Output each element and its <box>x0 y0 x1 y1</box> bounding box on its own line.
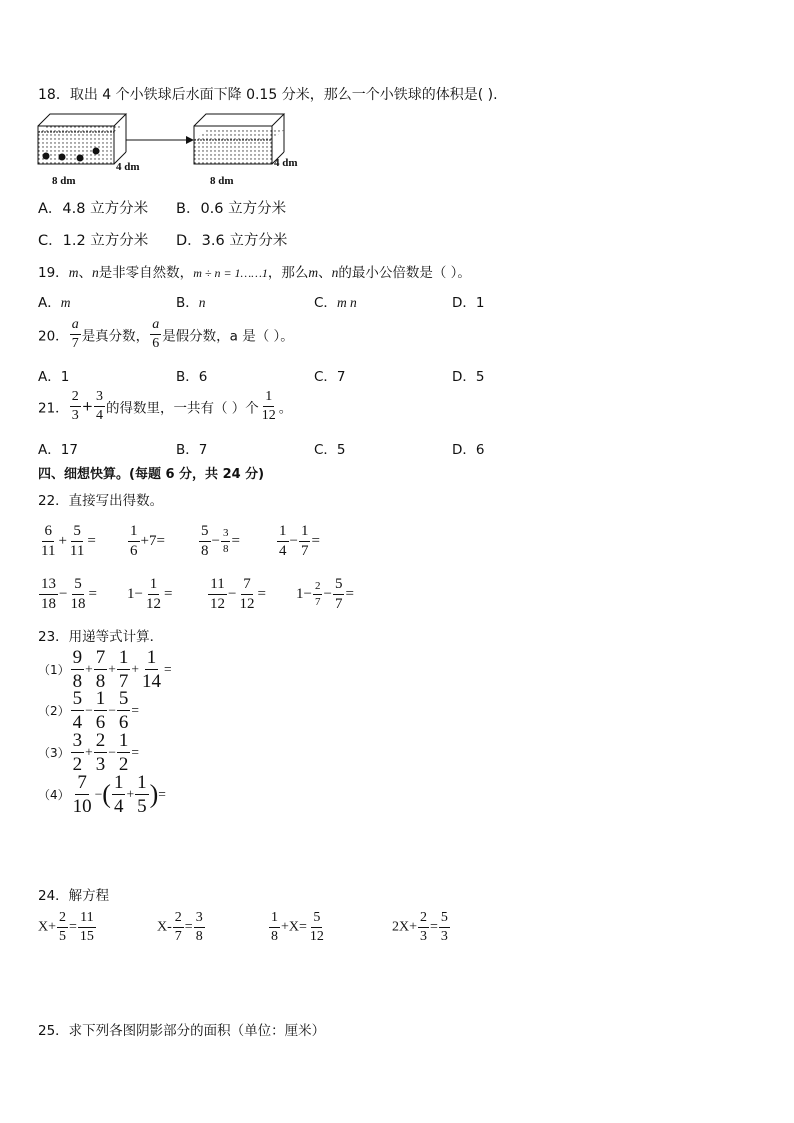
q22-r2-e3: $\frac{11}{12}$ − $\frac{7}{12}$ = <box>210 576 266 612</box>
q24-e1: X+ $\frac{2}{5}$ = $\frac{11}{15}$ <box>38 910 94 944</box>
q18-option-b[interactable]: B．0.6 立方分米 <box>176 201 287 217</box>
container-before <box>38 114 126 164</box>
q24-e2: X- $\frac{2}{7}$ = $\frac{3}{8}$ <box>157 910 203 944</box>
q24-e3: $\frac{1}{8}$ +X= $\frac{5}{12}$ <box>271 910 324 944</box>
iron-ball <box>93 148 100 155</box>
q22-r1-e1: $\frac{6}{11}$ + $\frac{5}{11}$ = <box>41 523 96 559</box>
q22-r2-e4: 1− $\frac{2}{7}$ − $\frac{5}{7}$ = <box>296 576 354 612</box>
q20-option-c[interactable]: C．7 <box>314 369 346 385</box>
q21-option-a[interactable]: A．17 <box>38 442 78 458</box>
q18-figure <box>34 110 324 192</box>
q19-option-d[interactable]: D．1 <box>452 295 485 311</box>
q22-r1-e4: $\frac{1}{4}$ − $\frac{1}{7}$ = <box>279 523 320 559</box>
q22-title: 22．直接写出得数。 <box>38 493 164 509</box>
left-height-label: 4 dm <box>116 161 140 173</box>
iron-ball <box>59 154 66 161</box>
q19-option-c[interactable]: C．m n <box>314 295 357 311</box>
q20-option-b[interactable]: B．6 <box>176 369 208 385</box>
q24-e4: 2X+ $\frac{2}{3}$ = $\frac{5}{3}$ <box>392 910 448 944</box>
q20-stem: 20． $\frac{a}{7}$ 是真分数， $\frac{a}{6}$ 是假分数，a 是（ ）。 <box>38 317 294 351</box>
q18-option-d[interactable]: D．3.6 立方分米 <box>176 233 288 249</box>
q24-title: 24．解方程 <box>38 888 110 904</box>
q22-r2-e2: 1− $\frac{1}{12}$ = <box>127 576 173 612</box>
q18-option-c[interactable]: C．1.2 立方分米 <box>38 233 149 249</box>
container-after <box>194 114 284 164</box>
q23-title: 23．用递等式计算． <box>38 629 164 645</box>
q20-option-d[interactable]: D．5 <box>452 369 485 385</box>
q19-option-a[interactable]: A．m <box>38 295 71 311</box>
q18-text: 18．取出 4 个小铁球后水面下降 0.15 分米，那么一个小铁球的体积是( ). <box>38 87 498 103</box>
q22-r1-e3: $\frac{5}{8}$ − $\frac{3}{8}$ = <box>201 523 240 559</box>
q21-option-d[interactable]: D．6 <box>452 442 485 458</box>
q23-p2: （2） $\frac{5}{4}$ − $\frac{1}{6}$ − $\frac{5}{6}$ = <box>38 688 140 733</box>
q19-stem: 19．m、n是非零自然数，m ÷ n = 1……1，那么m、n的最小公倍数是（ ）。 <box>38 265 471 281</box>
q21-stem: 21． $\frac{2}{3}$ + $\frac{3}{4}$ 的得数里，一共有（ ）个 $\frac{1}{12}$ 。 <box>38 389 293 423</box>
q25-title: 25．求下列各图阴影部分的面积（单位：厘米） <box>38 1023 326 1039</box>
right-width-label: 8 dm <box>210 175 234 187</box>
q21-option-c[interactable]: C．5 <box>314 442 346 458</box>
q23-p3: （3） $\frac{3}{2}$ + $\frac{2}{3}$ − $\frac{1}{2}$ = <box>38 730 140 775</box>
q22-r2-e1: $\frac{13}{18}$ − $\frac{5}{18}$ = <box>41 576 97 612</box>
iron-ball <box>43 153 50 160</box>
q19-option-b[interactable]: B．n <box>176 295 206 311</box>
q23-p4: （4） $\frac{7}{10}$ −( $\frac{1}{4}$ + $\frac{1}{5}$ )= <box>38 772 166 817</box>
q20-option-a[interactable]: A．1 <box>38 369 70 385</box>
section-4-title: 四、细想快算。(每题 6 分，共 24 分) <box>38 467 265 482</box>
left-width-label: 8 dm <box>52 175 76 187</box>
q21-option-b[interactable]: B．7 <box>176 442 208 458</box>
q22-r1-e2: $\frac{1}{6}$ +7= <box>130 523 165 559</box>
q18-option-a[interactable]: A．4.8 立方分米 <box>38 201 149 217</box>
q23-p1: （1） $\frac{9}{8}$ + $\frac{7}{8}$ + $\frac{1}{7}$ + $\frac{1}{14}$ = <box>38 647 172 692</box>
iron-ball <box>77 155 84 162</box>
right-height-label: 4 dm <box>274 157 298 169</box>
